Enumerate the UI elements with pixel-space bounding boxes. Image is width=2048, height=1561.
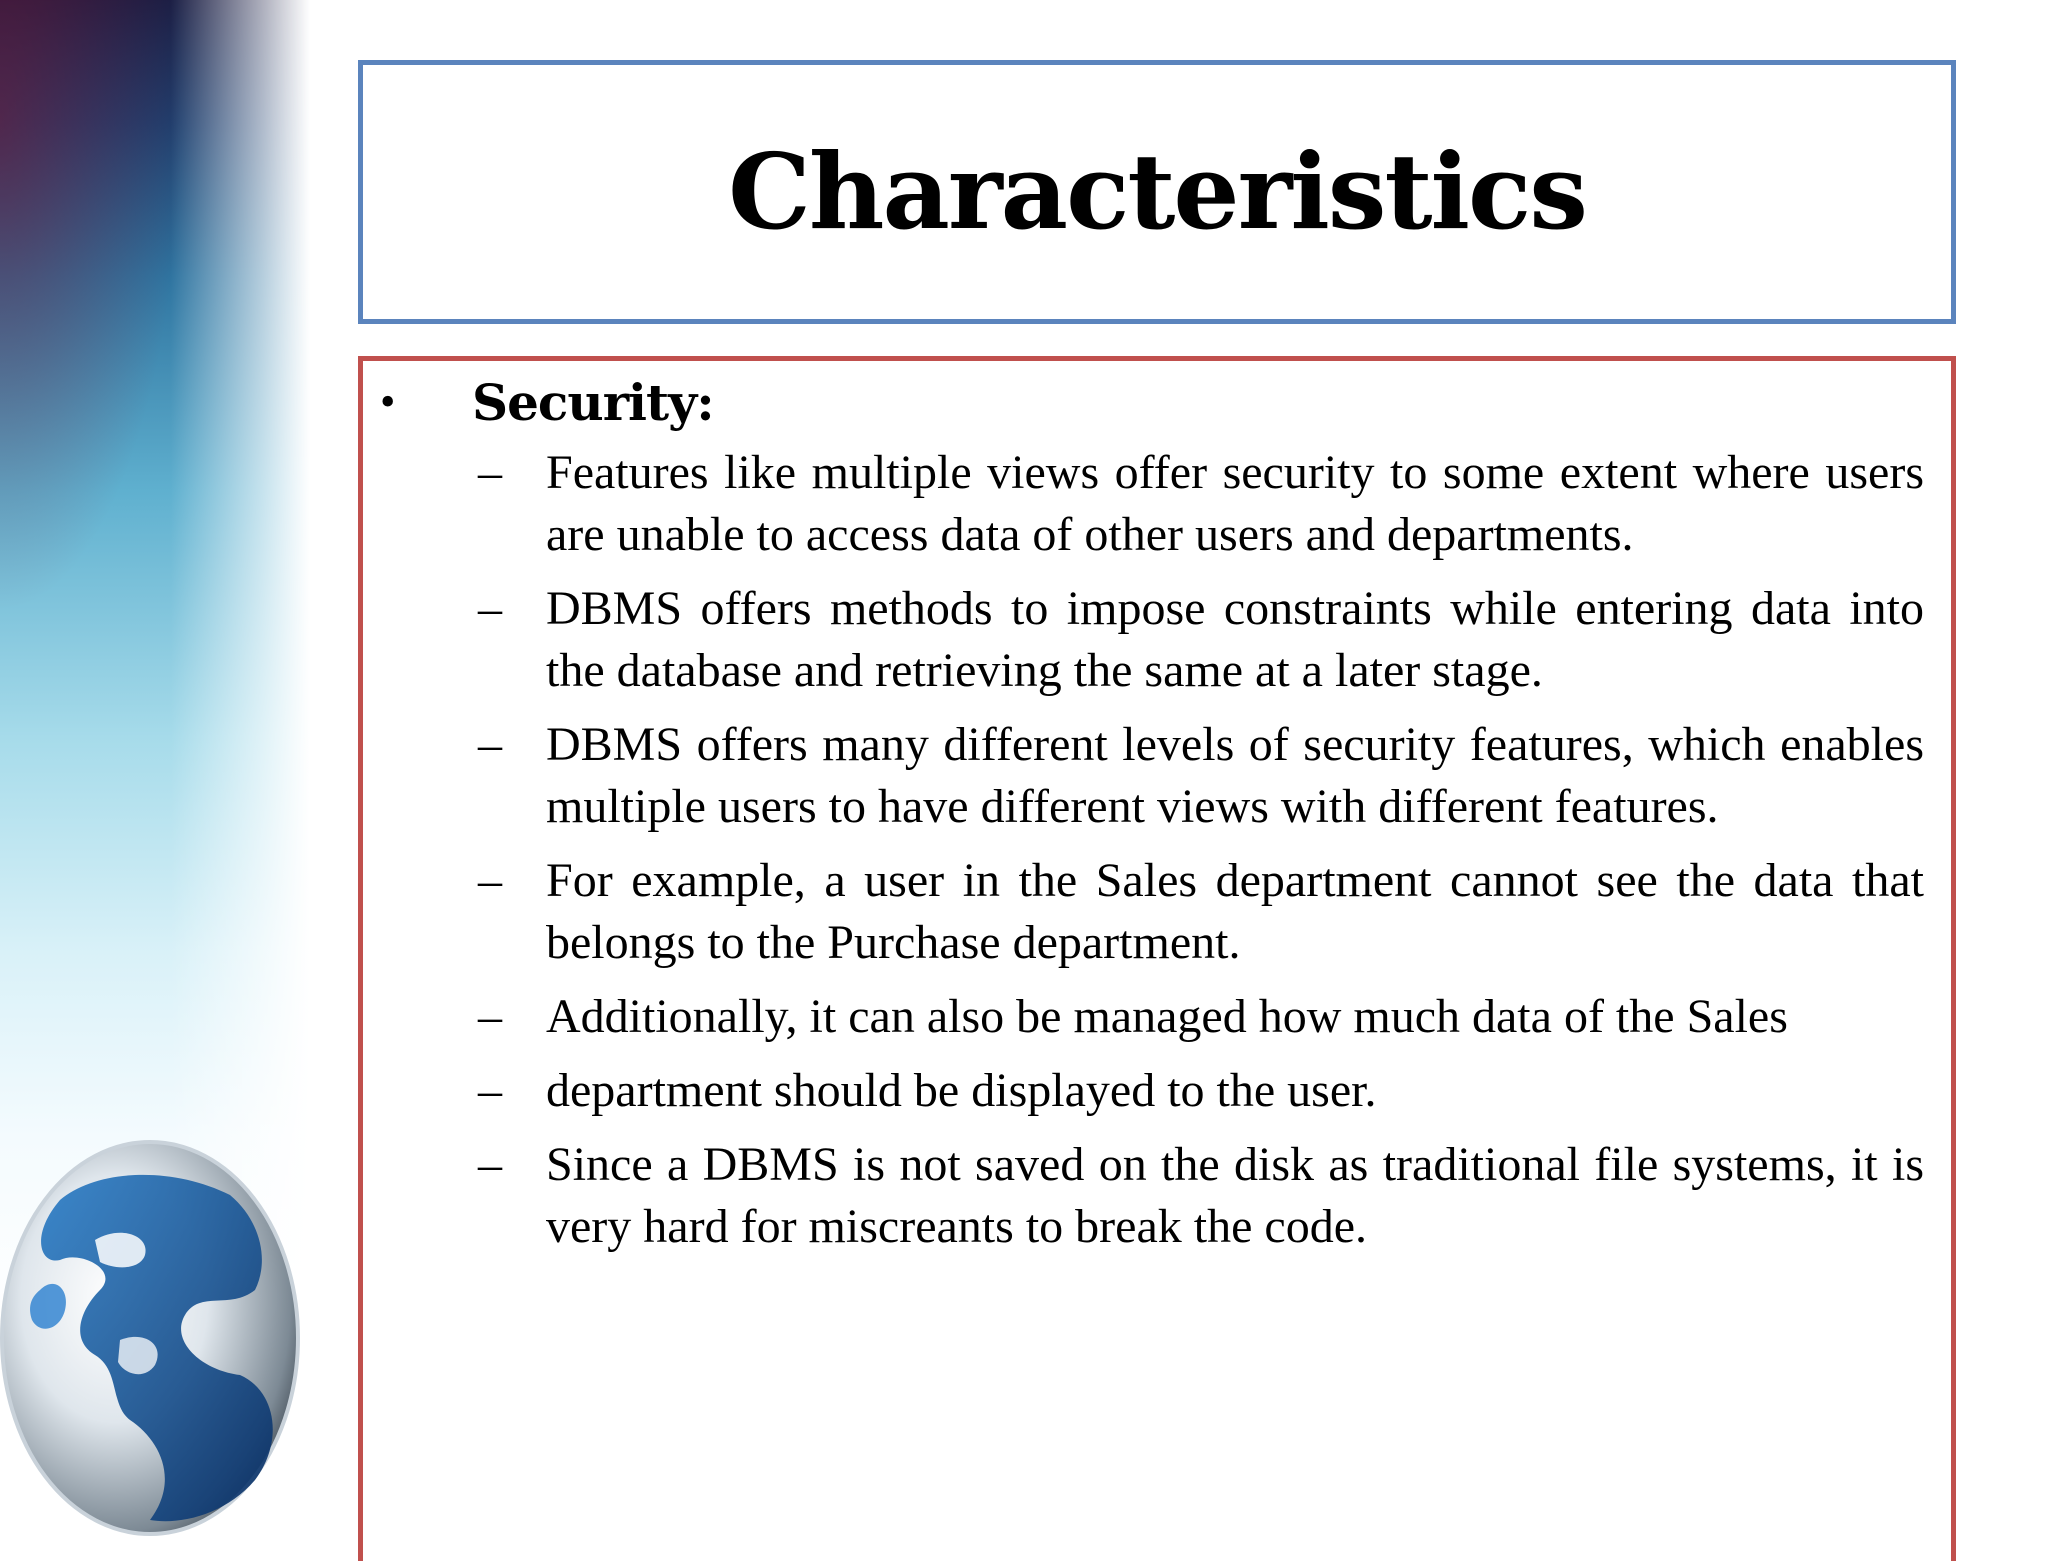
bullet-label: Security: [472, 372, 714, 432]
list-item-text: DBMS offers many different levels of security features, which enables multiple users to have different views with different features. [546, 718, 1924, 833]
list-item [478, 850, 1924, 974]
slide-title: Characteristics [728, 130, 1586, 253]
list-item-text: For example, a user in the Sales department cannot see the data that belongs to the Purchase department. [546, 854, 1924, 969]
list-item [478, 714, 1924, 838]
bullet-security [380, 372, 714, 432]
list-item [478, 1134, 1924, 1258]
dash-marker: – [478, 854, 502, 907]
dash-marker: – [478, 446, 502, 499]
list-item-text: Features like multiple views offer security to some extent where users are unable to access data of other users and departments. [546, 446, 1924, 561]
dash-marker: – [478, 1064, 502, 1117]
list-item-text: Additionally, it can also be managed how much data of the Sales [546, 990, 1788, 1043]
dash-marker: – [478, 718, 502, 771]
list-item-text: DBMS offers methods to impose constraints while entering data into the database and retrieving the same at a later stage. [546, 582, 1924, 697]
dash-marker: – [478, 582, 502, 635]
list-item [478, 578, 1924, 702]
list-item [478, 442, 1924, 566]
bullet-marker: • [380, 377, 396, 426]
sub-bullet-list [478, 442, 1924, 1270]
dash-marker: – [478, 990, 502, 1043]
list-item-text: Since a DBMS is not saved on the disk as traditional file systems, it is very hard for miscreants to break the code. [546, 1138, 1924, 1253]
dash-marker: – [478, 1138, 502, 1191]
list-item-text: department should be displayed to the user. [546, 1064, 1377, 1117]
list-item [478, 986, 1924, 1048]
title-box [358, 60, 1956, 324]
list-item [478, 1060, 1924, 1122]
globe-icon [0, 1140, 300, 1536]
